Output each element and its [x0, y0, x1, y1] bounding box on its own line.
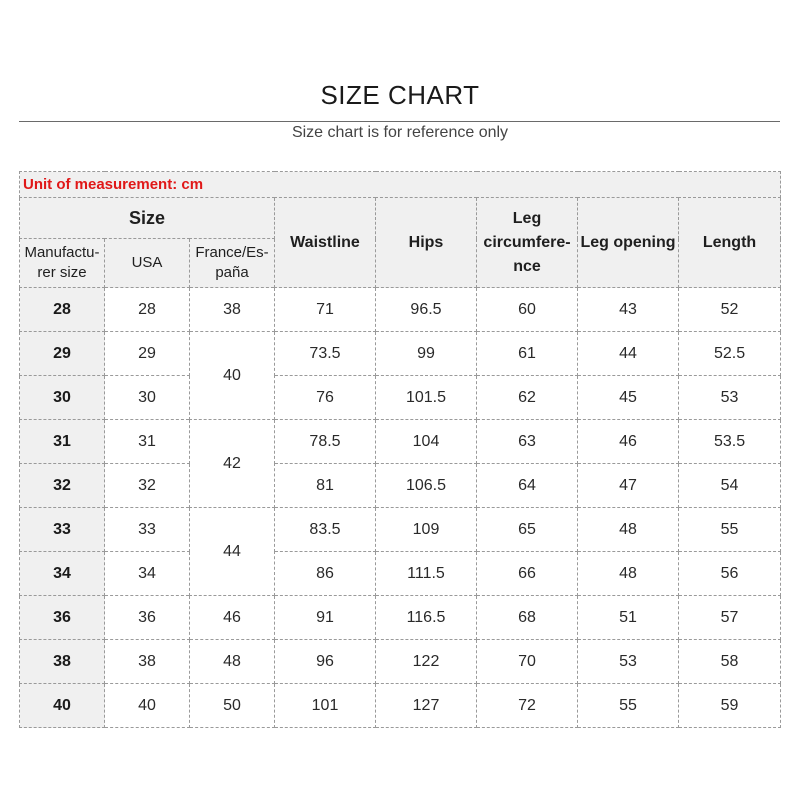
manufacturer-size-cell: 32: [20, 464, 105, 508]
manufacturer-size-cell: 33: [20, 508, 105, 552]
leg-circumference-cell: 60: [477, 288, 578, 332]
header-waistline: Waistline: [275, 198, 376, 288]
usa-size-cell: 32: [105, 464, 190, 508]
manufacturer-size-cell: 30: [20, 376, 105, 420]
table-row: [20, 552, 781, 596]
table-row: [20, 640, 781, 684]
leg-circumference-cell: 66: [477, 552, 578, 596]
length-cell: 53: [679, 376, 781, 420]
usa-size-cell: 34: [105, 552, 190, 596]
hips-cell: 96.5: [376, 288, 477, 332]
page-subtitle: Size chart is for reference only: [291, 124, 509, 141]
table-row: [20, 332, 781, 376]
leg-circumference-cell: 65: [477, 508, 578, 552]
eu-size-cell: 38: [190, 288, 275, 332]
page-title: SIZE CHART: [320, 80, 480, 110]
eu-size-cell: 46: [190, 596, 275, 640]
title-divider: [19, 121, 780, 122]
length-cell: 54: [679, 464, 781, 508]
table-row: [20, 684, 781, 728]
header-size: Size: [20, 198, 275, 239]
usa-size-cell: 36: [105, 596, 190, 640]
hips-cell: 101.5: [376, 376, 477, 420]
eu-size-cell: 42: [190, 420, 275, 508]
leg-circumference-cell: 63: [477, 420, 578, 464]
manufacturer-size-cell: 28: [20, 288, 105, 332]
leg-opening-cell: 48: [578, 508, 679, 552]
hips-cell: 104: [376, 420, 477, 464]
leg-opening-cell: 51: [578, 596, 679, 640]
length-cell: 53.5: [679, 420, 781, 464]
length-cell: 57: [679, 596, 781, 640]
leg-opening-cell: 47: [578, 464, 679, 508]
waistline-cell: 78.5: [275, 420, 376, 464]
usa-size-cell: 31: [105, 420, 190, 464]
waistline-cell: 76: [275, 376, 376, 420]
leg-circumference-cell: 68: [477, 596, 578, 640]
length-cell: 52.5: [679, 332, 781, 376]
leg-opening-cell: 48: [578, 552, 679, 596]
leg-opening-cell: 43: [578, 288, 679, 332]
hips-cell: 111.5: [376, 552, 477, 596]
usa-size-cell: 29: [105, 332, 190, 376]
eu-size-cell: 40: [190, 332, 275, 420]
length-cell: 55: [679, 508, 781, 552]
size-chart-table: [19, 171, 781, 728]
leg-opening-cell: 44: [578, 332, 679, 376]
hips-cell: 116.5: [376, 596, 477, 640]
table-row: [20, 376, 781, 420]
length-cell: 52: [679, 288, 781, 332]
usa-size-cell: 28: [105, 288, 190, 332]
usa-size-cell: 33: [105, 508, 190, 552]
header-usa: USA: [105, 239, 190, 288]
header-leg-circumference: Leg circumference: [477, 198, 578, 288]
manufacturer-size-cell: 38: [20, 640, 105, 684]
header-hips: Hips: [376, 198, 477, 288]
header-length: Length: [679, 198, 781, 288]
waistline-cell: 71: [275, 288, 376, 332]
waistline-cell: 96: [275, 640, 376, 684]
leg-opening-cell: 55: [578, 684, 679, 728]
leg-opening-cell: 53: [578, 640, 679, 684]
waistline-cell: 101: [275, 684, 376, 728]
length-cell: 58: [679, 640, 781, 684]
hips-cell: 109: [376, 508, 477, 552]
manufacturer-size-cell: 36: [20, 596, 105, 640]
leg-circumference-cell: 70: [477, 640, 578, 684]
waistline-cell: 83.5: [275, 508, 376, 552]
leg-circumference-cell: 62: [477, 376, 578, 420]
leg-circumference-cell: 72: [477, 684, 578, 728]
leg-opening-cell: 45: [578, 376, 679, 420]
waistline-cell: 86: [275, 552, 376, 596]
manufacturer-size-cell: 40: [20, 684, 105, 728]
usa-size-cell: 40: [105, 684, 190, 728]
eu-size-cell: 48: [190, 640, 275, 684]
header-manufacturer-size: Manufacturer size: [20, 239, 105, 288]
header-leg-opening: Leg opening: [578, 198, 679, 288]
hips-cell: 99: [376, 332, 477, 376]
length-cell: 56: [679, 552, 781, 596]
usa-size-cell: 38: [105, 640, 190, 684]
manufacturer-size-cell: 29: [20, 332, 105, 376]
eu-size-cell: 44: [190, 508, 275, 596]
table-row: [20, 288, 781, 332]
unit-note: Unit of measurement: cm: [20, 172, 781, 198]
manufacturer-size-cell: 31: [20, 420, 105, 464]
table-row: [20, 420, 781, 464]
header-france-espana: France/España: [190, 239, 275, 288]
hips-cell: 122: [376, 640, 477, 684]
manufacturer-size-cell: 34: [20, 552, 105, 596]
leg-circumference-cell: 61: [477, 332, 578, 376]
leg-opening-cell: 46: [578, 420, 679, 464]
table-row: [20, 508, 781, 552]
hips-cell: 127: [376, 684, 477, 728]
waistline-cell: 91: [275, 596, 376, 640]
hips-cell: 106.5: [376, 464, 477, 508]
eu-size-cell: 50: [190, 684, 275, 728]
waistline-cell: 73.5: [275, 332, 376, 376]
waistline-cell: 81: [275, 464, 376, 508]
table-row: [20, 464, 781, 508]
leg-circumference-cell: 64: [477, 464, 578, 508]
length-cell: 59: [679, 684, 781, 728]
usa-size-cell: 30: [105, 376, 190, 420]
table-row: [20, 596, 781, 640]
